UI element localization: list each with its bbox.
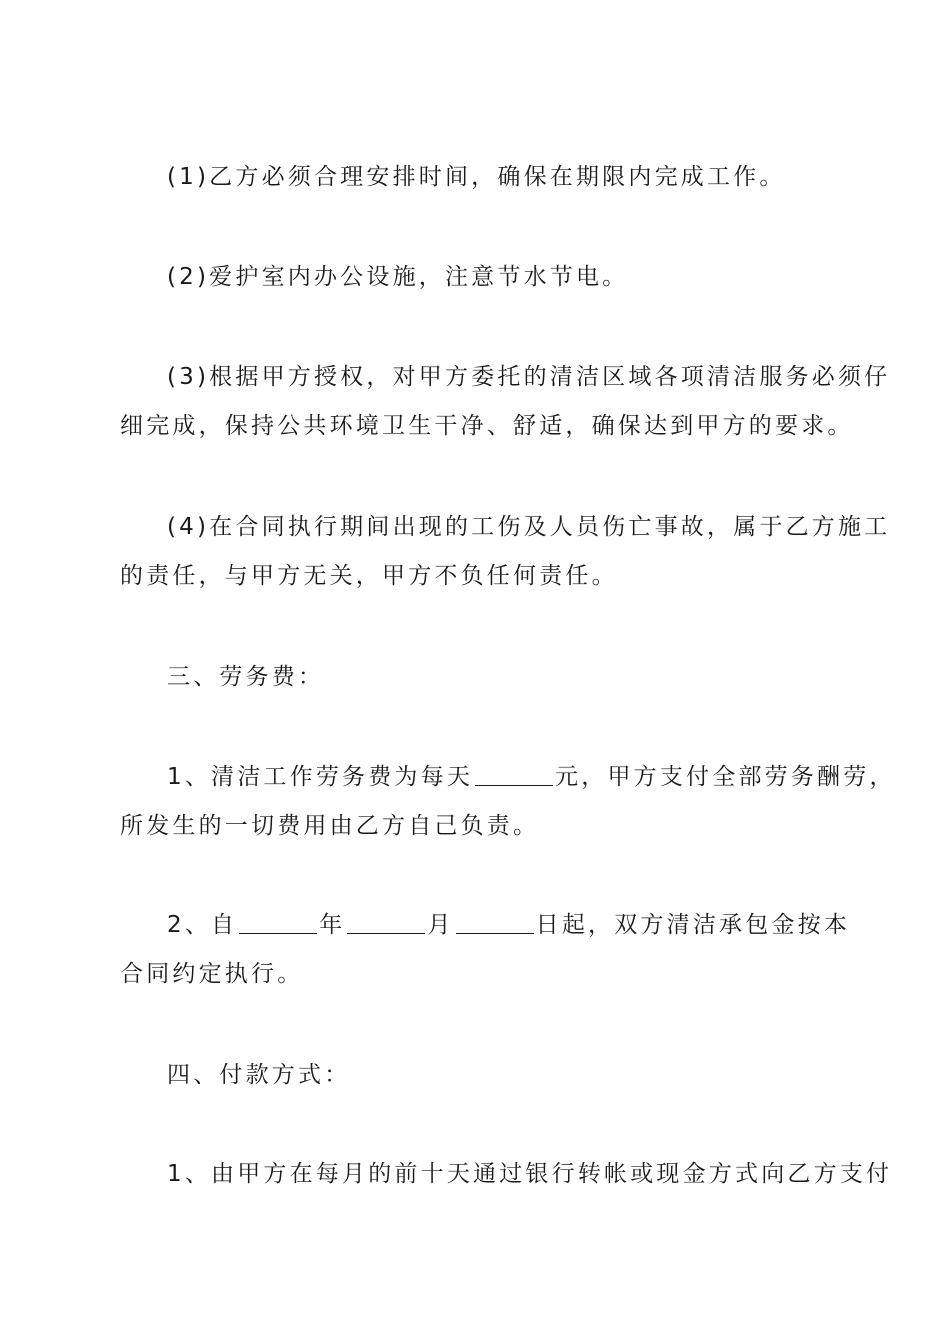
fee-clause-2-text-c: 月 — [427, 912, 454, 938]
clause-3-line-1: (3)根据甲方授权，对甲方委托的清洁区域各项清洁服务必须仔 — [167, 364, 891, 390]
day-blank[interactable] — [456, 911, 534, 934]
fee-clause-1-text-a: 1、清洁工作劳务费为每天 — [167, 764, 474, 790]
year-blank[interactable] — [239, 911, 317, 934]
clause-2-line-1: (2)爱护室内办公设施，注意节水节电。 — [167, 264, 629, 290]
clause-1-line-1: (1)乙方必须合理安排时间，确保在期限内完成工作。 — [167, 164, 786, 190]
payment-clause-1-line-1: 1、由甲方在每月的前十天通过银行转帐或现金方式向乙方支付 — [167, 1161, 893, 1187]
fee-clause-2-text-b: 年 — [319, 912, 346, 938]
daily-fee-blank[interactable] — [475, 763, 553, 786]
fee-clause-2-line-1 — [167, 909, 887, 941]
clause-4-line-2: 的责任，与甲方无关，甲方不负任何责任。 — [120, 563, 618, 589]
section-3-heading: 三、劳务费： — [167, 664, 325, 690]
section-4-heading: 四、付款方式： — [167, 1062, 351, 1088]
fee-clause-2-line-2: 合同约定执行。 — [120, 961, 304, 987]
fee-clause-1-line-2: 所发生的一切费用由乙方自己负责。 — [120, 813, 540, 839]
clause-4-line-1: (4)在合同执行期间出现的工伤及人员伤亡事故，属于乙方施工 — [167, 514, 891, 540]
month-blank[interactable] — [347, 911, 425, 934]
fee-clause-1-text-b: 元，甲方支付全部劳务酬劳， — [555, 764, 896, 790]
fee-clause-1-line-1 — [167, 761, 896, 793]
clause-3-line-2: 细完成，保持公共环境卫生干净、舒适，确保达到甲方的要求。 — [120, 413, 854, 439]
fee-clause-2-text-a: 2、自 — [167, 912, 238, 938]
fee-clause-2-text-d: 日起，双方清洁承包金按本 — [535, 912, 851, 938]
